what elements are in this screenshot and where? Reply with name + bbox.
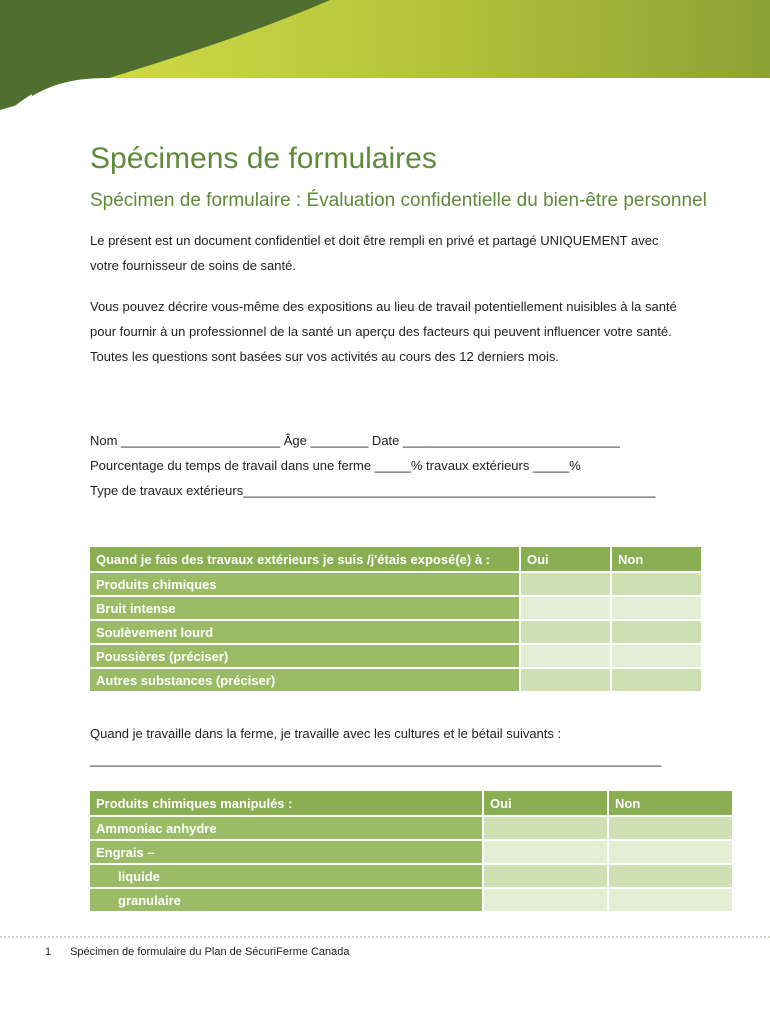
yes-checkbox-cell[interactable]	[521, 597, 610, 619]
row-label: Autres substances (préciser)	[90, 669, 519, 691]
page-title: Spécimens de formulaires	[90, 142, 437, 175]
table-row	[90, 841, 732, 863]
no-checkbox-cell[interactable]	[609, 841, 732, 863]
table-row	[90, 865, 732, 887]
no-checkbox-cell[interactable]	[609, 817, 732, 839]
row-label: Soulèvement lourd	[90, 621, 519, 643]
table-row	[90, 889, 732, 911]
yes-checkbox-cell[interactable]	[484, 865, 607, 887]
row-label: Engrais –	[90, 841, 482, 863]
table-row	[90, 817, 732, 839]
footer-text: Spécimen de formulaire du Plan de SécuriFerme Canada	[70, 946, 350, 958]
crops-answer-line[interactable]: _______________________________________________________________________________	[90, 752, 662, 767]
no-column-header: Non	[609, 791, 732, 815]
exposure-question-header: Quand je fais des travaux extérieurs je suis /j'étais exposé(e) à :	[90, 547, 519, 571]
no-checkbox-cell[interactable]	[612, 669, 701, 691]
yes-checkbox-cell[interactable]	[521, 621, 610, 643]
table-row	[90, 597, 701, 619]
exposure-table-header	[90, 547, 701, 571]
form-subtitle: Spécimen de formulaire : Évaluation confidentielle du bien-être personnel	[90, 190, 707, 211]
table-row	[90, 645, 701, 667]
row-label: Ammoniac anhydre	[90, 817, 482, 839]
chemicals-header: Produits chimiques manipulés :	[90, 791, 482, 815]
footer-divider	[0, 936, 770, 938]
no-checkbox-cell[interactable]	[609, 865, 732, 887]
work-percentage-field[interactable]: Pourcentage du temps de travail dans une ferme _____% travaux extérieurs _____%	[90, 458, 581, 473]
no-checkbox-cell[interactable]	[612, 597, 701, 619]
row-label: Poussières (préciser)	[90, 645, 519, 667]
confidentiality-paragraph: Le présent est un document confidentiel et doit être rempli en privé et partagé UNIQUEMENT avec votre fournisseur de soins de santé.	[90, 233, 659, 273]
description-paragraph: Vous pouvez décrire vous-même des expositions au lieu de travail potentiellement nuisibles à la santé pour fournir à un professionnel de la santé un aperçu des facteurs qui peuvent influencer votre santé. Toutes les questions sont basées sur vos activités au cours des 12 derniers mois.	[90, 299, 677, 364]
yes-checkbox-cell[interactable]	[521, 573, 610, 595]
chemicals-table	[88, 789, 734, 913]
yes-checkbox-cell[interactable]	[521, 645, 610, 667]
no-checkbox-cell[interactable]	[612, 573, 701, 595]
crops-question: Quand je travaille dans la ferme, je travaille avec les cultures et le bétail suivants :	[90, 726, 562, 741]
table-row	[90, 621, 701, 643]
row-label: granulaire	[90, 889, 482, 911]
yes-checkbox-cell[interactable]	[484, 817, 607, 839]
no-checkbox-cell[interactable]	[612, 621, 701, 643]
page-footer	[45, 946, 350, 958]
row-label: liquide	[90, 865, 482, 887]
yes-column-header: Oui	[484, 791, 607, 815]
yes-checkbox-cell[interactable]	[521, 669, 610, 691]
yes-checkbox-cell[interactable]	[484, 889, 607, 911]
row-label: Produits chimiques	[90, 573, 519, 595]
yes-checkbox-cell[interactable]	[484, 841, 607, 863]
page-number: 1	[45, 946, 52, 958]
no-checkbox-cell[interactable]	[612, 645, 701, 667]
yes-column-header: Oui	[521, 547, 610, 571]
table-row	[90, 573, 701, 595]
header-banner	[0, 0, 770, 160]
name-age-date-field[interactable]: Nom ______________________ Âge ________ Date ______________________________	[90, 433, 620, 448]
row-label: Bruit intense	[90, 597, 519, 619]
table-row	[90, 669, 701, 691]
no-checkbox-cell[interactable]	[609, 889, 732, 911]
chemicals-table-header	[90, 791, 732, 815]
exposure-table	[88, 545, 703, 693]
outdoor-work-type-field[interactable]: Type de travaux extérieurs_________________________________________________________	[90, 483, 656, 498]
no-column-header: Non	[612, 547, 701, 571]
